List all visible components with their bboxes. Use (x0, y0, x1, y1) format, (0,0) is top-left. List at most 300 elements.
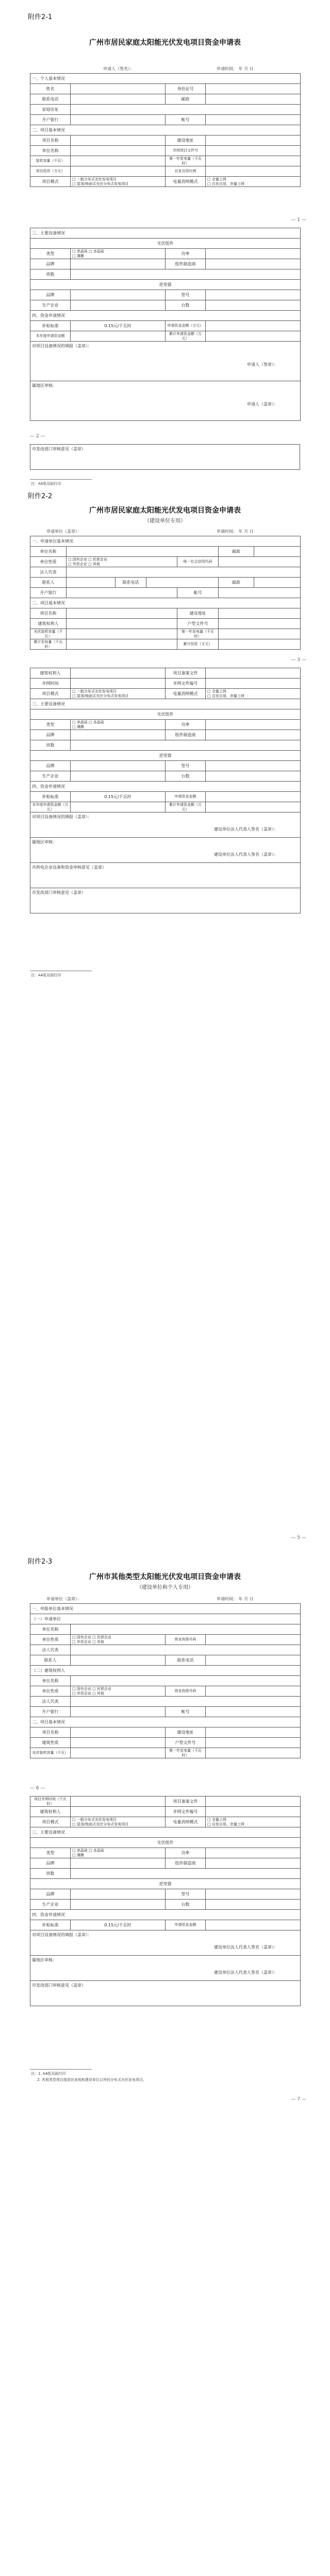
form-subtitle: （建设单位专用） (144, 518, 186, 524)
field-label: 法人代表 (30, 1645, 71, 1655)
review-box[interactable] (30, 1956, 301, 1981)
form-table-section-3-4 (30, 228, 301, 421)
section-heading: 四、资金申请情况 (30, 1910, 301, 1920)
inv-brand-input[interactable] (71, 290, 166, 300)
brand-input[interactable] (71, 730, 166, 740)
field-label: 开户银行 (30, 1707, 71, 1717)
field-label: 补贴标准 (30, 321, 71, 331)
filing-input[interactable] (206, 1797, 301, 1807)
section-heading: 四、资金申请情况 (30, 782, 301, 792)
footnote: 2. 其他类型项目指居民家庭和建设单位以外的分布式光伏发电项目。 (37, 2078, 146, 2082)
grid-doc-input[interactable] (206, 679, 301, 689)
field-label: 类型 (30, 720, 71, 730)
divider (30, 2069, 92, 2070)
owner-input[interactable] (71, 1676, 301, 1686)
review-text: 属地区审核： (32, 840, 57, 844)
footnote: 注：1. A4纸双面打印 (31, 2072, 66, 2076)
field-label: 建筑权利人 (30, 1807, 71, 1817)
annex-label: 附件2-2 (28, 493, 53, 500)
field-label: 建筑性质 (30, 1738, 71, 1748)
field-label: 申请资金金额（万元） (166, 321, 206, 331)
maker-input[interactable] (206, 259, 301, 269)
field-label: 项目备案文件 (166, 1797, 206, 1807)
field-label: 累计申请资金额（万元） (166, 331, 206, 342)
account-input[interactable] (206, 1707, 301, 1717)
promise-box[interactable] (30, 1930, 301, 1956)
page-number: — 3 — (291, 657, 306, 663)
type-option-a[interactable]: □ 单晶硅 (72, 1848, 88, 1853)
field-label: 单位性质 (30, 1635, 71, 1645)
bank-input[interactable] (67, 588, 177, 598)
mode-option-b[interactable]: □ 屋顶/地面式光伏分布式发电项目 (72, 1822, 129, 1826)
field-label: 功率 (166, 1848, 206, 1858)
signature-line: 建设单位法人代表人签名（盖章）： (214, 852, 278, 857)
subheading: 逆变器 (30, 280, 301, 290)
type-option-a[interactable]: □ 单晶硅 (72, 249, 88, 253)
page-number: — 5 — (291, 1535, 306, 1540)
field-label: 并网文件编号 (166, 1807, 206, 1817)
form-3-page (0, 1535, 330, 2576)
field-label: 电量消纳模式 (166, 1817, 206, 1827)
grid-no-input[interactable] (206, 1738, 301, 1748)
form-subtitle: （建设单位和个人专用） (137, 1585, 193, 1590)
legal-input[interactable] (71, 1645, 301, 1655)
inv-mfr-input[interactable] (71, 300, 166, 311)
inv-mfr-input[interactable] (71, 771, 166, 782)
field-label: 类型 (30, 1848, 71, 1858)
field-label: 光伏装机容量（千瓦） (30, 629, 67, 639)
field-label: 项目投资（万元） (30, 166, 71, 177)
form-table-section-2b-4 (30, 1796, 301, 2006)
field-label: 装机容量（千瓦） (30, 156, 71, 166)
form-title: 广州市其他类型太阳能光伏发电项目资金申请表 (89, 1573, 241, 1581)
form-table-section-1-2 (30, 1603, 301, 1758)
field-label: 联系电话 (166, 1655, 206, 1666)
field-label: 累计发电量（千瓦时） (30, 639, 67, 650)
field-label: 光伏装机容量（千瓦） (30, 1748, 71, 1758)
inv-qty-input[interactable] (206, 771, 301, 782)
field-label: 家庭住址 (30, 105, 71, 115)
field-label: 联系人 (30, 578, 67, 588)
field-label: 法人代表 (30, 1697, 71, 1707)
fit-option-b[interactable]: □ 自发自用、余量上网 (207, 1822, 244, 1826)
owner-name-input[interactable] (71, 668, 166, 679)
subheading: 光伏组件 (30, 239, 301, 249)
field-label: 建设地址 (166, 1727, 206, 1738)
form-table-section-1-2 (30, 536, 301, 650)
owner-reg-input[interactable] (206, 1686, 301, 1697)
review-box[interactable] (30, 381, 301, 421)
cumulative-input[interactable] (67, 639, 177, 650)
field-label: 帐号 (177, 588, 219, 598)
field-label: 品牌 (30, 1889, 71, 1900)
field-label: 并网时间 (30, 679, 71, 689)
fit-option-b[interactable]: □ 自发自用、余量上网 (207, 181, 244, 186)
field-label: 申请资金金额 (166, 1920, 206, 1930)
field-label: 生产企业 (30, 300, 71, 311)
reg-no-input[interactable] (219, 557, 301, 567)
type-option-b[interactable]: □ 多晶硅 (89, 249, 104, 253)
maker-input[interactable] (206, 730, 301, 740)
type-option-a[interactable]: □ 单晶硅 (72, 720, 88, 724)
field-label: 项目备案文件 (166, 668, 206, 679)
signature-line: 建设单位法人代表人签名（盖章）： (214, 1970, 278, 1975)
build-address-input[interactable] (206, 135, 301, 146)
field-label: 营业执照号码 (166, 1635, 206, 1645)
promise-box[interactable] (30, 812, 301, 838)
form-table-section-2b-4 (30, 668, 301, 913)
field-label: 自发自用比例 (166, 166, 206, 177)
subsidy-value: 0.15元/千瓦时 (71, 792, 166, 802)
field-label: 型号 (166, 290, 206, 300)
unit-type-option-a[interactable]: □ 国有企业 □ 民营企业 (68, 557, 107, 562)
field-label: 项目模式 (30, 689, 71, 699)
field-label: 邮政 (219, 547, 254, 557)
annex-label: 附件2-3 (28, 1558, 53, 1566)
section-heading: 一、个人基本情况 (30, 74, 301, 84)
fit-options[interactable] (206, 689, 301, 699)
generation-input[interactable] (219, 629, 301, 639)
field-label: 组件制造商 (166, 1858, 206, 1869)
field-label: 补贴标准 (30, 792, 71, 802)
grid-time-input[interactable] (71, 679, 166, 689)
review-box[interactable] (30, 838, 301, 863)
owner-type-option-b[interactable]: □ 外资企业 □ 其他 (72, 1691, 104, 1696)
section-heading: 三、主要设备情况 (30, 699, 301, 709)
owner2-input[interactable] (71, 1807, 166, 1817)
power-input[interactable] (206, 720, 301, 730)
field-label: 块数 (30, 269, 71, 280)
field-label: 并网文件编号 (166, 679, 206, 689)
approval-box (30, 444, 300, 470)
unit-type-option-a[interactable]: □ 国有企业 □ 民营企业 (72, 1635, 111, 1639)
build-address-input[interactable] (206, 1727, 301, 1738)
field-label: 块数 (30, 1869, 71, 1879)
approval-cell[interactable]: 市发改部门审核意见（盖章） (30, 1981, 301, 2006)
signature-line: 申请人（盖章）： (247, 402, 278, 406)
self-use-input[interactable] (206, 166, 301, 177)
field-label: 申请资金金额 (166, 792, 206, 802)
investment-input[interactable] (219, 639, 301, 650)
grid-time-input[interactable] (71, 1797, 166, 1807)
approval-cell[interactable]: 市发改部门审核意见（盖章） (30, 445, 300, 470)
promise-box[interactable] (30, 342, 301, 381)
mode-option-b[interactable]: □ 屋顶/地面式光伏分布式发电项目 (72, 181, 129, 186)
promise-text: 对项目设备情况的填报（盖章）： (32, 1933, 92, 1937)
page-number: — 7 — (291, 2097, 306, 2102)
subheading: 光伏组件 (30, 709, 301, 720)
field-label: 姓名 (30, 84, 71, 94)
total-amount-input[interactable] (206, 802, 301, 812)
build-type-input[interactable] (71, 1738, 166, 1748)
approval-cell[interactable]: 市发改部门审核意见（盖章） (30, 888, 301, 913)
divider (30, 479, 92, 480)
qty-input[interactable] (71, 740, 301, 751)
field-label: 累计申请资金额（万元） (166, 802, 206, 812)
field-label: 单位性质 (30, 557, 67, 567)
inv-qty-input[interactable] (206, 1900, 301, 1910)
phone-input[interactable] (146, 578, 219, 588)
form-2-page (0, 489, 330, 1005)
field-label: 组件制造商 (166, 730, 206, 740)
project-name-input[interactable] (71, 1727, 166, 1738)
type-option-c[interactable]: □ 薄膜 (72, 253, 84, 258)
unit-input[interactable] (67, 547, 219, 557)
inv-mfr-input[interactable] (71, 1900, 166, 1910)
mode-option-b[interactable]: □ 屋顶/地面式光伏分布式发电项目 (72, 693, 129, 698)
grid-no-input[interactable] (219, 619, 301, 629)
field-label: 功率 (166, 249, 206, 259)
field-label: 单位性质 (30, 1686, 71, 1697)
field-label: 第一年发电量（千瓦时） (177, 629, 219, 639)
field-label: 第一年发电量（千瓦时） (166, 156, 206, 166)
field-label: 建筑权利人 (30, 619, 67, 629)
form-table-section-1-2 (30, 73, 301, 187)
field-label: 开户银行 (30, 115, 71, 125)
field-label: 型号 (166, 1889, 206, 1900)
field-label: 身份证号 (166, 84, 206, 94)
field-label: 邮政 (219, 578, 254, 588)
field-label: 本年度申请资金额 (30, 331, 71, 342)
field-label: 品牌 (30, 259, 71, 269)
power-input[interactable] (206, 1848, 301, 1858)
idno-input[interactable] (206, 84, 301, 94)
phone-input[interactable] (71, 94, 166, 105)
field-label: 联系电话 (116, 578, 146, 588)
page-number: — 6 — (30, 1786, 45, 1791)
mode-option-a[interactable]: □ 一般分布式光伏发电项目 (72, 1817, 117, 1822)
field-label: 累计投资（万元） (177, 639, 219, 650)
fit-option-a[interactable]: □ 全量上网 (207, 1817, 226, 1822)
field-label: 台数 (166, 771, 206, 782)
section-heading: 三、主要设备情况 (30, 228, 301, 239)
capacity-input[interactable] (67, 629, 177, 639)
meta-date: 申请时间： 年 月 日 (217, 529, 254, 534)
mode-option-a[interactable]: □ 一般分布式光伏发电项目 (72, 177, 117, 181)
subheading: 逆变器 (30, 1879, 301, 1889)
field-label: 品牌 (30, 761, 71, 771)
postal-input[interactable] (254, 547, 301, 557)
owner-input[interactable] (67, 619, 177, 629)
field-label: 电量消纳模式 (166, 689, 206, 699)
fit-options[interactable] (206, 1817, 301, 1827)
section-heading: 三、主要设备情况 (30, 1827, 301, 1838)
subsection-heading: （一）申请单位 (30, 1614, 301, 1624)
mode-option-a[interactable]: □ 一般分布式光伏发电项目 (72, 689, 117, 693)
unit-input[interactable] (71, 1624, 301, 1635)
fit-options[interactable] (206, 177, 301, 187)
postal-input[interactable] (206, 94, 301, 105)
unit-name-input[interactable] (71, 146, 166, 156)
field-label: 建设地址 (177, 608, 219, 619)
postal-input-2[interactable] (254, 578, 301, 588)
field-label: 户型文件号 (177, 619, 219, 629)
contact-input[interactable] (67, 578, 116, 588)
field-label: 法人代表 (30, 567, 67, 578)
field-label: 开户银行 (30, 588, 67, 598)
reg-no-input[interactable] (206, 1635, 301, 1645)
field-label: 品牌 (30, 290, 71, 300)
unit-type-options[interactable] (67, 557, 177, 567)
form-title: 广州市居民家庭太阳能光伏发电项目资金申请表 (89, 506, 241, 515)
meta-applicant: 申请单位（盖章）： (46, 529, 81, 534)
apply-amount-input[interactable] (206, 321, 301, 331)
section-heading: 二、项目基本情况 (30, 598, 301, 608)
subsidy-value: 0.15元/千瓦时 (71, 1920, 166, 1930)
field-label: 组件制造商 (166, 259, 206, 269)
subsidy-value: 0.15元/千瓦时 (71, 321, 166, 331)
generation-input[interactable] (206, 156, 301, 166)
phone-input[interactable] (206, 1655, 301, 1666)
mode-options[interactable] (71, 177, 166, 187)
type-options[interactable] (71, 720, 166, 730)
field-label: 台数 (166, 300, 206, 311)
field-label: 功率 (166, 720, 206, 730)
field-label: 帐号 (166, 115, 206, 125)
field-label: 建筑权利人 (30, 668, 71, 679)
total-amount-input[interactable] (206, 331, 301, 342)
year-amount-input[interactable] (71, 802, 166, 812)
maker-input[interactable] (206, 1858, 301, 1869)
brand-input[interactable] (71, 1858, 166, 1869)
field-label: 项目模式 (30, 177, 71, 187)
subheading: 光伏组件 (30, 1838, 301, 1848)
field-label: 营业执照号码 (166, 1686, 206, 1697)
account-input[interactable] (206, 115, 301, 125)
account-input[interactable] (219, 588, 301, 598)
subheading: 逆变器 (30, 751, 301, 761)
type-option-c[interactable]: □ 薄膜 (72, 1853, 84, 1857)
bank-input[interactable] (71, 115, 166, 125)
field-label: 并网项目文件号 (166, 146, 206, 156)
field-label: 型号 (166, 761, 206, 771)
project-name-input[interactable] (71, 135, 166, 146)
build-address-input[interactable] (219, 608, 301, 619)
type-option-b[interactable]: □ 多晶硅 (89, 720, 104, 724)
review-text: 属地区审核： (32, 1958, 57, 1962)
type-options[interactable] (71, 249, 166, 259)
type-option-c[interactable]: □ 薄膜 (72, 724, 84, 729)
unit-type-option-b[interactable]: □ 外资企业 □ 其他 (68, 562, 100, 566)
section-heading: 一、申报单位基本情况 (30, 1604, 301, 1614)
section-heading: 四、资金申请情况 (30, 311, 301, 321)
year-amount-input[interactable] (71, 331, 166, 342)
section-heading: 一、申请单位基本情况 (30, 536, 301, 547)
mode-options[interactable] (71, 689, 166, 699)
apply-amount-input[interactable] (206, 1920, 301, 1930)
inv-model-input[interactable] (206, 1889, 301, 1900)
fit-option-a[interactable]: □ 全量上网 (207, 689, 226, 693)
address-input[interactable] (71, 105, 301, 115)
footnote: 注：A4纸双面打印 (31, 482, 61, 486)
mode-options[interactable] (71, 1817, 166, 1827)
field-label: 项目名称 (30, 135, 71, 146)
type-options[interactable] (71, 1848, 166, 1858)
capacity-input[interactable] (71, 1748, 166, 1758)
contact-input[interactable] (71, 1655, 166, 1666)
section-heading: 二、项目基本情况 (30, 1717, 301, 1727)
grid-no-input[interactable] (206, 146, 301, 156)
generation-input[interactable] (206, 1748, 301, 1758)
capacity-input[interactable] (71, 156, 166, 166)
field-label: 本年度申请资金额（万元） (30, 802, 71, 812)
field-label: 单位名称 (30, 1676, 71, 1686)
filing-input[interactable] (206, 668, 301, 679)
name-input[interactable] (71, 84, 166, 94)
field-label: 项目并网时间（千瓦时） (30, 1797, 71, 1807)
field-label: 品牌 (30, 1858, 71, 1869)
field-label: 台数 (166, 1900, 206, 1910)
inv-qty-input[interactable] (206, 300, 301, 311)
inv-model-input[interactable] (206, 290, 301, 300)
field-label: 品牌 (30, 730, 71, 740)
qty-input[interactable] (71, 1869, 301, 1879)
grid-approval-cell[interactable]: 市供电企业设备和资金审核意见（盖章） (30, 863, 301, 888)
field-label: 邮政 (166, 94, 206, 105)
apply-amount-input[interactable] (206, 792, 301, 802)
field-label: 项目名称 (30, 1727, 71, 1738)
page-number: — 2 — (30, 434, 45, 439)
fit-option-b[interactable]: □ 自发自用、余量上网 (207, 693, 244, 698)
promise-text: 对项目设备情况的填报（盖章）： (32, 344, 92, 348)
field-label: 块数 (30, 740, 71, 751)
inv-brand-input[interactable] (71, 761, 166, 771)
bank-input[interactable] (71, 1707, 166, 1717)
meta-date: 申请时间： 年 月 日 (217, 1597, 254, 1601)
type-option-b[interactable]: □ 多晶硅 (89, 1848, 104, 1853)
power-input[interactable] (206, 249, 301, 259)
field-label: 单位名称 (30, 547, 67, 557)
field-label: 联系人 (30, 1655, 71, 1666)
signature-line: 建设单位法人代表人签名（盖章）： (214, 1945, 278, 1950)
field-label: 建设地址 (166, 135, 206, 146)
form-1-page-1 (0, 0, 330, 486)
owner-type-option-a[interactable]: □ 国有企业 □ 民营企业 (72, 1686, 111, 1691)
meta-applicant: 申请单位（盖章）： (46, 1597, 81, 1601)
investment-input[interactable] (71, 166, 166, 177)
page-number: — 1 — (291, 217, 306, 223)
legal-input[interactable] (67, 567, 301, 578)
field-label: 联系电话 (30, 94, 71, 105)
annex-label: 附件2-1 (28, 13, 53, 21)
brand-input[interactable] (71, 259, 166, 269)
fit-option-a[interactable]: □ 全量上网 (207, 177, 226, 181)
qty-input[interactable] (71, 269, 301, 280)
owner-type-options[interactable] (71, 1686, 166, 1697)
signature-line: 申请人（签章）： (247, 362, 278, 367)
meta-date: 申请时间： 年 月 日 (217, 66, 254, 71)
field-label: 项目名称 (30, 608, 67, 619)
inv-model-input[interactable] (206, 761, 301, 771)
field-label: 单位名称 (30, 146, 71, 156)
footnote: 注：A4纸双面打印 (31, 973, 61, 977)
inv-brand-input[interactable] (71, 1889, 166, 1900)
grid-doc-input[interactable] (206, 1807, 301, 1817)
section-heading: 二、项目基本情况 (30, 125, 301, 135)
owner-legal-input[interactable] (71, 1697, 301, 1707)
unit-type-option-b[interactable]: □ 外资企业 □ 其他 (72, 1639, 104, 1644)
field-label: 类型 (30, 249, 71, 259)
field-label: 项目模式 (30, 1817, 71, 1827)
meta-applicant: 申请人（签名）： (103, 66, 134, 71)
field-label: 户型文件号 (166, 1738, 206, 1748)
field-label: 补贴标准 (30, 1920, 71, 1930)
subsection-heading: （二）建筑权利人 (30, 1666, 301, 1676)
unit-type-options[interactable] (71, 1635, 166, 1645)
field-label: 第一年发电量（千瓦时） (166, 1748, 206, 1758)
project-name-input[interactable] (67, 608, 177, 619)
field-label: 生产企业 (30, 1900, 71, 1910)
